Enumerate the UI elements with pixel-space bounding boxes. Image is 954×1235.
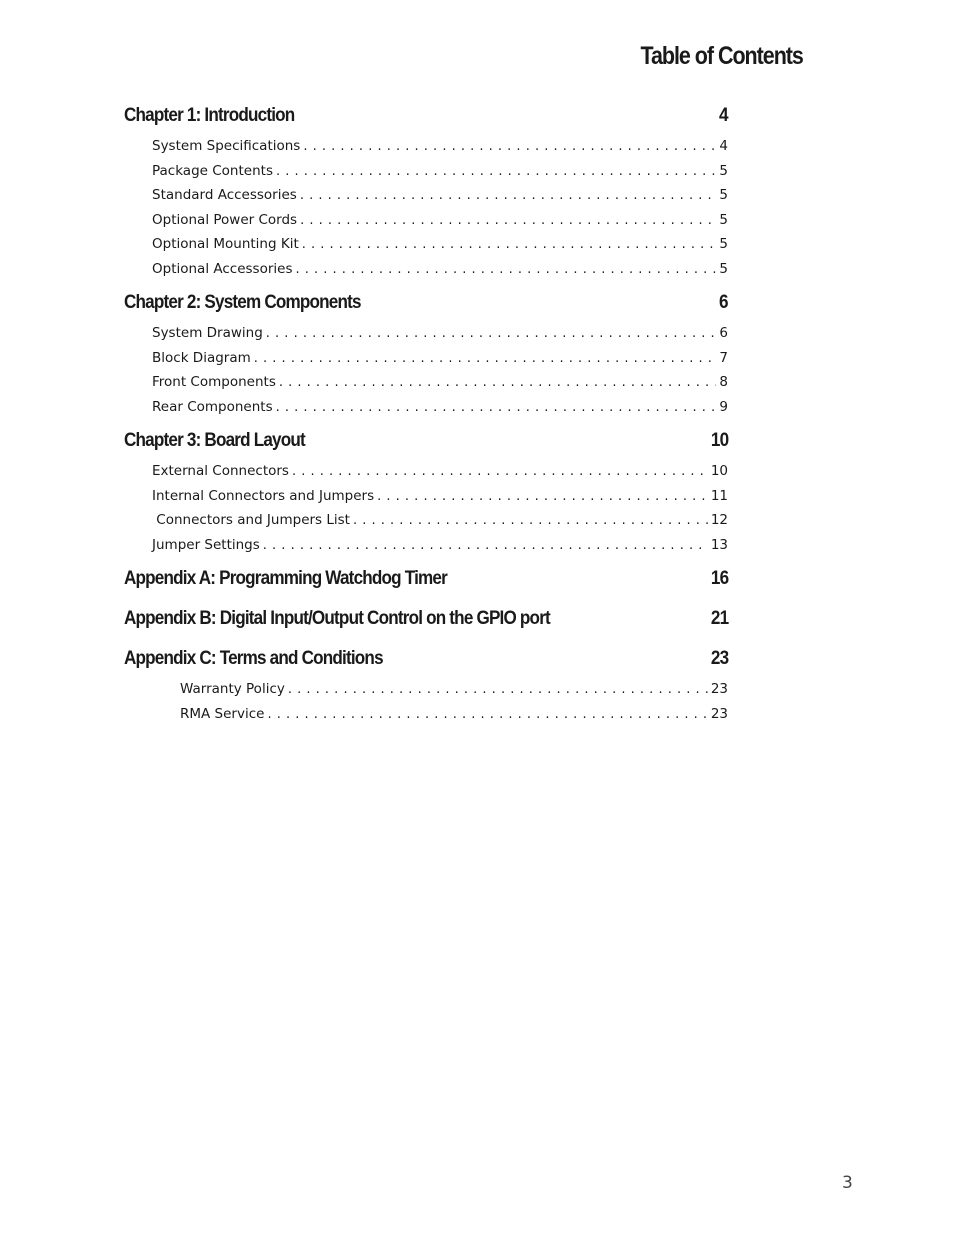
dot-leader — [266, 322, 717, 347]
entry-title: Package Contents — [152, 162, 273, 179]
dot-leader — [292, 460, 708, 485]
toc-entry[interactable] — [124, 321, 728, 346]
page-title: Table of Contents — [640, 42, 803, 70]
entry-page: 5 — [719, 236, 728, 252]
entry-page: 4 — [719, 138, 728, 154]
chapter-page: 21 — [710, 608, 728, 629]
entry-title: Jumper Settings — [152, 536, 260, 553]
chapter-page: 4 — [719, 105, 728, 126]
toc-appendix-b[interactable] — [124, 603, 728, 635]
entry-title: Optional Mounting Kit — [152, 236, 299, 252]
entry-title: System Specifications — [152, 138, 301, 154]
dot-leader — [288, 678, 708, 703]
entry-page: 10 — [710, 463, 728, 479]
entry-title: Block Diagram — [152, 349, 251, 366]
entry-page: 5 — [719, 211, 728, 228]
toc-entry[interactable] — [124, 459, 728, 484]
entry-title: System Drawing — [152, 325, 263, 341]
toc-chapter-2[interactable] — [124, 287, 728, 319]
entry-page: 13 — [710, 536, 728, 553]
dot-leader — [254, 347, 717, 372]
entry-title: Warranty Policy — [180, 681, 285, 697]
toc-entry[interactable] — [124, 677, 728, 702]
dot-leader — [353, 509, 708, 534]
toc-entry[interactable] — [124, 533, 728, 558]
entry-page: 23 — [710, 681, 728, 697]
entry-page: 5 — [719, 260, 728, 277]
entry-title: RMA Service — [180, 705, 265, 722]
entry-title: Rear Components — [152, 398, 273, 415]
toc-entry[interactable] — [124, 208, 728, 233]
entry-title: Internal Connectors and Jumpers — [152, 487, 375, 504]
entry-page: 6 — [719, 325, 728, 341]
toc-entry[interactable] — [124, 232, 728, 257]
appendix-c-entries — [124, 677, 728, 726]
dot-leader — [263, 534, 708, 559]
toc-chapter-1[interactable] — [124, 100, 728, 132]
toc-entry[interactable] — [124, 346, 728, 371]
entry-title: External Connectors — [152, 463, 289, 479]
dot-leader — [303, 135, 716, 160]
chapter-page: 10 — [710, 430, 728, 451]
dot-leader — [276, 396, 717, 421]
toc-entry[interactable] — [124, 370, 728, 395]
dot-leader — [267, 703, 707, 728]
entry-page: 5 — [719, 162, 728, 179]
chapter-2-entries — [124, 321, 728, 419]
entry-page: 8 — [719, 374, 728, 390]
table-of-contents — [124, 100, 728, 732]
dot-leader — [276, 160, 716, 185]
chapter-page: 16 — [710, 568, 728, 589]
entry-page: 5 — [719, 187, 728, 203]
chapter-3-entries — [124, 459, 728, 557]
dot-leader — [295, 258, 716, 283]
toc-entry[interactable] — [124, 159, 728, 184]
chapter-page: 6 — [719, 292, 728, 313]
entry-title: Optional Power Cords — [152, 211, 298, 228]
chapter-title: Appendix A: Programming Watchdog Timer — [124, 568, 447, 589]
chapter-title: Chapter 3: Board Layout — [124, 430, 305, 451]
toc-appendix-c[interactable] — [124, 643, 728, 675]
chapter-title: Chapter 1: Introduction — [124, 105, 295, 126]
dot-leader — [300, 209, 716, 234]
toc-entry[interactable] — [124, 395, 728, 420]
dot-leader — [279, 371, 717, 396]
entry-page: 11 — [710, 487, 728, 504]
toc-entry[interactable] — [124, 484, 728, 509]
chapter-title: Appendix B: Digital Input/Output Control on the GPIO port — [124, 608, 550, 629]
entry-title: Front Components — [152, 374, 276, 390]
dot-leader — [300, 184, 717, 209]
dot-leader — [377, 485, 708, 510]
toc-chapter-3[interactable] — [124, 425, 728, 457]
toc-entry[interactable] — [124, 134, 728, 159]
toc-appendix-a[interactable] — [124, 563, 728, 595]
toc-entry[interactable] — [124, 702, 728, 727]
entry-page: 12 — [710, 512, 728, 528]
toc-entry[interactable] — [124, 183, 728, 208]
entry-title: Optional Accessories — [152, 260, 293, 277]
chapter-1-entries — [124, 134, 728, 281]
chapter-title: Chapter 2: System Components — [124, 292, 361, 313]
entry-title: Standard Accessories — [152, 187, 297, 203]
page-number: 3 — [842, 1173, 853, 1193]
chapter-title: Appendix C: Terms and Conditions — [124, 648, 383, 669]
toc-entry[interactable] — [124, 508, 728, 533]
entry-page: 7 — [719, 349, 728, 366]
entry-page: 9 — [719, 398, 728, 415]
toc-entry[interactable] — [124, 257, 728, 282]
entry-page: 23 — [710, 705, 728, 722]
entry-title: Connectors and Jumpers List — [152, 512, 350, 528]
chapter-page: 23 — [710, 648, 728, 669]
dot-leader — [302, 233, 717, 258]
